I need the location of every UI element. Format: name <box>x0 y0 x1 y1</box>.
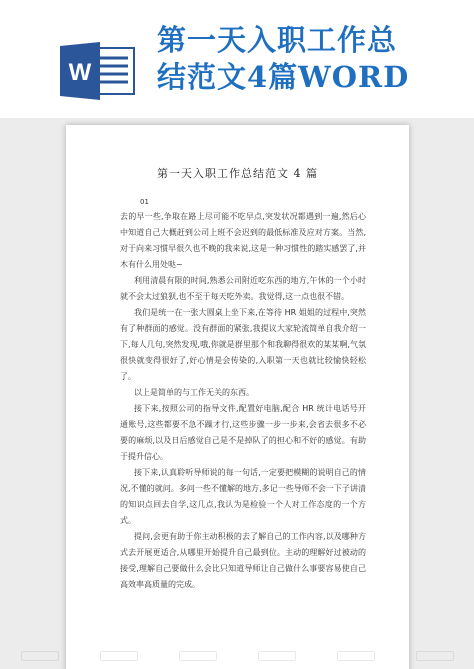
banner-title-line-1: 第一天入职工作总 <box>157 23 398 57</box>
paragraph: 接下来,按照公司的指导文件,配置好电脑,配合 HR 统计电话号开通账号,这些都要不急不躁才行,这些步骤一步一步来,会省去很多不必要的麻烦,以及日后感觉自己是不是掉队了的担心和不好的感觉。有助于提升信心。 <box>120 404 366 461</box>
document-body <box>120 195 366 593</box>
watermark-mark <box>100 651 138 661</box>
paragraph: 以上是简单的与工作无关的东西。 <box>134 388 254 397</box>
paragraph: 接下来,认真聆听导师说的每一句话,一定要把模糊的说明自己的情况,不懂的就问。多问一些不懂解的地方,多记一些导师不会一下子讲清的知识点回去自学,这几点,我认为是检验一个人对工作态度的一个方式。 <box>120 468 366 525</box>
watermark-mark <box>21 651 59 661</box>
document-sheet <box>66 125 409 669</box>
paragraph: 提问,会更有助于你主动积极的去了解自己的工作内容,以及哪种方式去开展更适合,从哪里开始提升自己最到位。主动的理解好过被动的接受,理解自己要做什么会比只知道导师让自己做什么事要容易使自己高效率高质量的完成。 <box>120 532 366 589</box>
banner-title <box>157 22 467 96</box>
watermark-mark <box>179 651 217 661</box>
watermark-strip <box>0 651 474 665</box>
watermark-mark <box>416 651 454 661</box>
banner-title-line-2: 结范文4篇WORD <box>157 60 410 94</box>
watermark-mark <box>337 651 375 661</box>
paragraph: 利用清晨有限的时间,熟悉公司附近吃东西的地方,午休的一个小时就不会太过狼狈,也不至于每天吃外卖。我觉得,这一点也很不错。 <box>120 276 366 301</box>
section-number: 01 <box>140 198 149 206</box>
paragraph: 去的早一些,争取在路上尽可能不吃早点,突发状况都遇到一遍,然后心中知道自己大概赶到公司上班不会迟到的最低标准及应对方案。当然,对于向来习惯早很久也不晚的我来说,这是一种习惯性的踏实感罢了,并木有什么用处哒~ <box>120 212 366 269</box>
watermark-mark <box>258 651 296 661</box>
word-logo-letter: W <box>68 59 92 86</box>
header-banner <box>0 0 474 118</box>
word-doc-icon <box>60 42 136 100</box>
paragraph: 我们是统一在一张大圆桌上坐下来,在等待 HR 姐姐的过程中,突然有了种群面的感觉。没有群面的紧张,我提议大家轮流简单自我介绍一下,每人几句,突然发现,哦,你就是群里那个和我聊得很欢的某某啊,气氛很快就变得很好了,好心情是会传染的,入职第一天也就比较愉快轻松了。 <box>120 308 366 381</box>
document-heading: 第一天入职工作总结范文 4 篇 <box>157 167 318 180</box>
